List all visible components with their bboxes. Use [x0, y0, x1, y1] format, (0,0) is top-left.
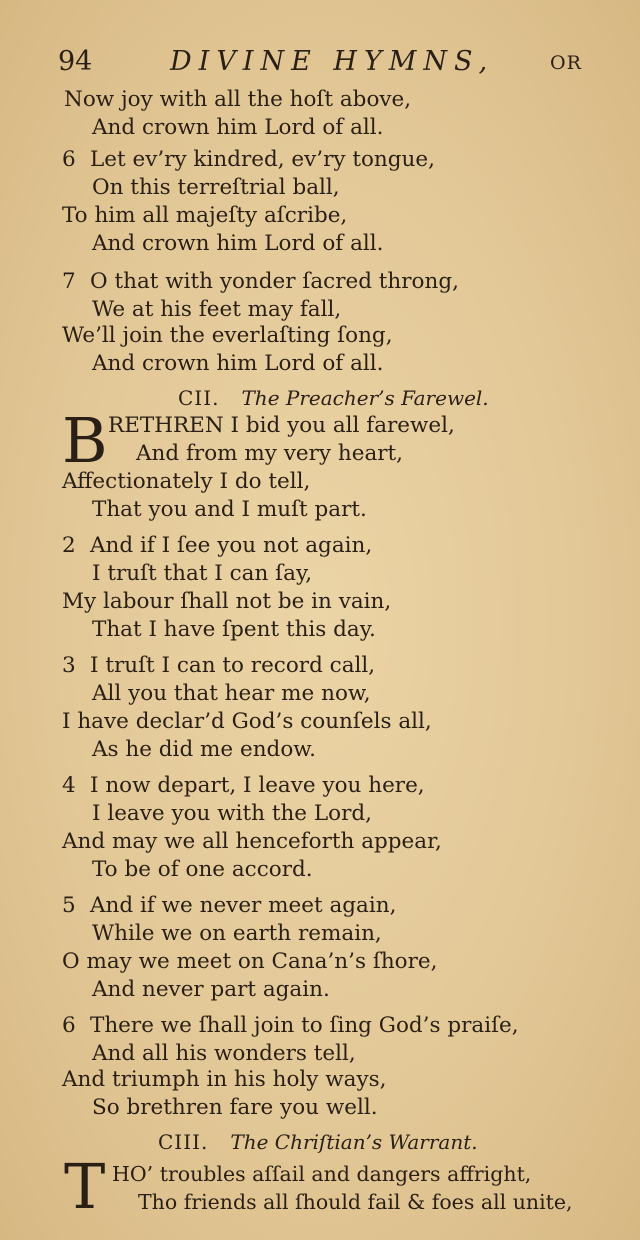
hymn-line: We’ll join the everlaſting ſong, [62, 323, 393, 348]
hymn-line: My labour ſhall not be in vain, [62, 589, 392, 614]
drop-cap: T [64, 1150, 106, 1223]
verse-number: 2 [62, 533, 76, 558]
hymn-line-text: O that with yonder ſacred throng, [90, 269, 459, 294]
hymn-line-text: Let ev’ry kindred, ev’ry tongue, [90, 147, 435, 172]
hymn-line: And all his wonders tell, [92, 1041, 356, 1066]
hymn-line: And never part again. [92, 977, 330, 1002]
verse-line [62, 1012, 519, 1040]
hymn-line: Affectionately I do tell, [62, 469, 311, 494]
hymn-line: And may we all henceforth appear, [62, 829, 442, 854]
verse-number: 6 [62, 147, 76, 172]
running-title-suffix: OR [550, 52, 582, 74]
hymn-line: I have declar’d God’s counſels all, [62, 709, 432, 734]
hymn-heading [178, 384, 489, 412]
hymn-line: So brethren fare you well. [92, 1095, 378, 1120]
hymn-line: That you and I muſt part. [92, 497, 367, 522]
hymn-line: To him all majeſty aſcribe, [62, 203, 348, 228]
hymn-line: O may we meet on Cana’n’s ſhore, [62, 949, 438, 974]
hymn-line: We at his feet may fall, [92, 297, 342, 322]
hymn-heading [158, 1128, 478, 1156]
hymn-line: I leave you with the Lord, [92, 801, 372, 826]
hymn-subtitle: The Chriſtian’s Warrant. [230, 1130, 478, 1154]
running-header [58, 46, 628, 86]
hymn-line: While we on earth remain, [92, 921, 382, 946]
verse-number: 3 [62, 653, 76, 678]
hymn-line: And crown him Lord of all. [92, 231, 384, 256]
hymn-line: That I have ſpent this day. [92, 617, 376, 642]
hymn-line: Tho friends all ſhould fail & foes all unite, [138, 1190, 573, 1214]
verse-line [62, 268, 459, 296]
hymn-line-text: I now depart, I leave you here, [90, 773, 425, 798]
hymn-line: RETHREN I bid you all farewel, [108, 413, 455, 438]
hymn-line: And crown him Lord of all. [92, 351, 384, 376]
running-title: DIVINE HYMNS, [170, 46, 495, 77]
hymn-number: CII. [178, 386, 220, 410]
verse-line [62, 146, 435, 174]
drop-cap: B [62, 404, 108, 477]
hymn-line: To be of one accord. [92, 857, 313, 882]
verse-number: 4 [62, 773, 76, 798]
verse-line [62, 532, 372, 560]
hymn-number: CIII. [158, 1130, 209, 1154]
hymn-line-text: I truſt I can to record call, [90, 653, 376, 678]
hymn-line-text: And if we never meet again, [90, 893, 397, 918]
hymn-subtitle: The Preacher’s Farewel. [241, 386, 489, 410]
page-number: 94 [58, 46, 93, 77]
verse-line [62, 892, 396, 920]
hymn-line: And from my very heart, [136, 441, 404, 466]
hymn-line: All you that hear me now, [92, 681, 371, 706]
hymn-line: As he did me endow. [92, 737, 316, 762]
verse-number: 5 [62, 893, 76, 918]
hymn-line: On this terreſtrial ball, [92, 175, 340, 200]
hymn-line: I truſt that I can ſay, [92, 561, 313, 586]
verse-number: 7 [62, 269, 76, 294]
hymn-line: Now joy with all the hoſt above, [64, 87, 412, 112]
hymn-line: HO’ troubles aſſail and dangers affright, [112, 1162, 532, 1186]
hymn-line-text: There we ſhall join to ſing God’s praiſe, [90, 1013, 519, 1038]
verse-line [62, 772, 425, 800]
verse-number: 6 [62, 1013, 76, 1038]
hymn-line: And triumph in his holy ways, [62, 1067, 387, 1092]
hymn-line: And crown him Lord of all. [92, 115, 384, 140]
verse-line [62, 652, 375, 680]
hymn-line-text: And if I ſee you not again, [90, 533, 373, 558]
